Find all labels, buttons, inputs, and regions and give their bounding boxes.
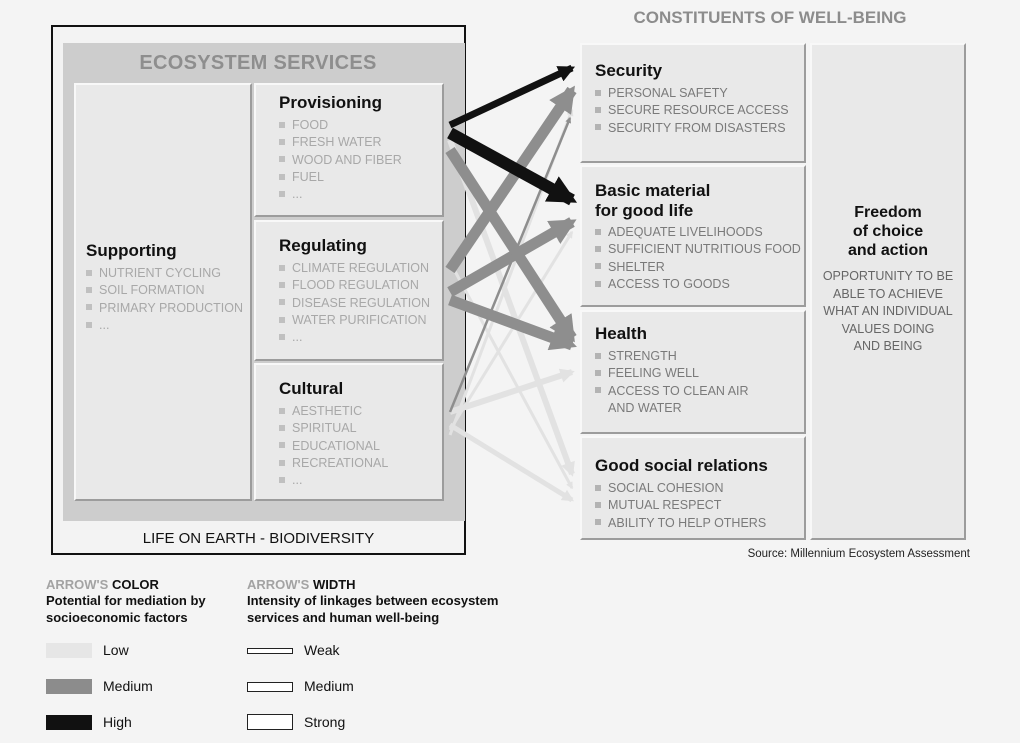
arrow-cultural-social xyxy=(450,425,572,500)
list-item: STRENGTH xyxy=(595,348,749,365)
well-being-title: CONSTITUENTS OF WELL-BEING xyxy=(633,8,907,27)
legend-width-head-prefix: ARROW'S xyxy=(247,577,310,592)
list-item: SUFFICIENT NUTRITIOUS FOOD xyxy=(595,241,801,258)
basic-material-title-line2: for good life xyxy=(595,201,694,220)
health-title: Health xyxy=(595,324,647,343)
legend-width xyxy=(247,577,498,626)
social-relations-title: Good social relations xyxy=(595,456,768,475)
list-item: FEELING WELL xyxy=(595,365,749,382)
list-item: SPIRITUAL xyxy=(279,420,388,437)
list-item: ABILITY TO HELP OTHERS xyxy=(595,515,768,532)
legend-label-high: High xyxy=(103,714,132,730)
legend-label-medium: Medium xyxy=(103,678,153,694)
legend-width-medium xyxy=(247,682,293,692)
freedom-title-line: Freedom xyxy=(854,204,922,221)
list-item: ... xyxy=(279,186,402,203)
list-item: MUTUAL RESPECT xyxy=(595,497,768,514)
list-item: AESTHETIC xyxy=(279,403,388,420)
list-item: AND WATER xyxy=(608,400,682,415)
legend-width-weak xyxy=(247,648,293,654)
legend-color-sub-line2: socioeconomic factors xyxy=(46,610,188,625)
list-item: SHELTER xyxy=(595,259,801,276)
freedom-desc-line: OPPORTUNITY TO BE xyxy=(822,269,954,283)
basic-material-title-line1: Basic material xyxy=(595,181,711,200)
source-note: Source: Millennium Ecosystem Assessment xyxy=(747,548,970,560)
list-item: ACCESS TO GOODS xyxy=(595,276,801,293)
list-item: ... xyxy=(279,329,430,346)
list-item: SOIL FORMATION xyxy=(86,282,243,299)
list-item: PRIMARY PRODUCTION xyxy=(86,300,243,317)
list-item: PERSONAL SAFETY xyxy=(595,85,789,102)
list-item: ... xyxy=(86,317,243,334)
legend-width-strong xyxy=(247,714,293,730)
list-item: FOOD xyxy=(279,117,402,134)
legend-color xyxy=(46,577,206,626)
ecosystem-services-title: ECOSYSTEM SERVICES xyxy=(139,52,377,74)
cultural-title: Cultural xyxy=(279,379,344,398)
freedom-desc-line: VALUES DOING xyxy=(841,321,935,336)
list-item: SECURITY FROM DISASTERS xyxy=(595,120,789,137)
legend-label-strong: Strong xyxy=(304,714,346,730)
freedom-title-line: and action xyxy=(847,242,928,259)
legend-width-sub-line1: Intensity of linkages between ecosystem xyxy=(247,593,499,608)
list-item: RECREATIONAL xyxy=(279,455,388,472)
list-item: FLOOD REGULATION xyxy=(279,277,430,294)
list-item: CLIMATE REGULATION xyxy=(279,260,430,277)
list-item: EDUCATIONAL xyxy=(279,438,388,455)
list-item: NUTRIENT CYCLING xyxy=(86,265,243,282)
freedom-desc-line: AND BEING xyxy=(853,339,923,353)
security-title: Security xyxy=(595,61,663,80)
life-on-earth-label: LIFE ON EARTH - BIODIVERSITY xyxy=(142,530,375,547)
freedom-title-line: of choice xyxy=(852,223,924,240)
freedom-desc-line: WHAT AN INDIVIDUAL xyxy=(823,304,953,318)
legend-swatch-low xyxy=(46,643,92,658)
legend-color-heading xyxy=(46,577,206,592)
arrow-regulating-basic xyxy=(450,222,572,292)
freedom-desc-line: ABLE TO ACHIEVE xyxy=(832,286,943,301)
list-item: WOOD AND FIBER xyxy=(279,152,402,169)
provisioning-title: Provisioning xyxy=(279,93,382,112)
list-item: DISEASE REGULATION xyxy=(279,295,430,312)
legend-width-head-strong: WIDTH xyxy=(312,577,356,592)
supporting-title: Supporting xyxy=(86,241,177,260)
list-item: ACCESS TO CLEAN AIR xyxy=(595,383,749,400)
list-item: ... xyxy=(279,472,388,489)
regulating-title: Regulating xyxy=(279,236,367,255)
legend-width-heading xyxy=(247,577,498,592)
legend-swatch-medium xyxy=(46,679,92,694)
list-item: FUEL xyxy=(279,169,402,186)
list-item: SECURE RESOURCE ACCESS xyxy=(595,102,789,119)
list-item: WATER PURIFICATION xyxy=(279,312,430,329)
legend-color-sub-line1: Potential for mediation by xyxy=(46,593,206,608)
legend-label-weak: Weak xyxy=(304,642,340,658)
legend-width-sub-line2: services and human well-being xyxy=(247,610,440,625)
legend-color-head-prefix: ARROW'S xyxy=(46,577,109,592)
legend-swatch-high xyxy=(46,715,92,730)
list-item: SOCIAL COHESION xyxy=(595,480,768,497)
list-item: FRESH WATER xyxy=(279,134,402,151)
list-item: ADEQUATE LIVELIHOODS xyxy=(595,224,801,241)
legend-color-head-strong: COLOR xyxy=(111,577,159,592)
legend-label-low: Low xyxy=(103,642,129,658)
legend-label-width-medium: Medium xyxy=(304,678,354,694)
